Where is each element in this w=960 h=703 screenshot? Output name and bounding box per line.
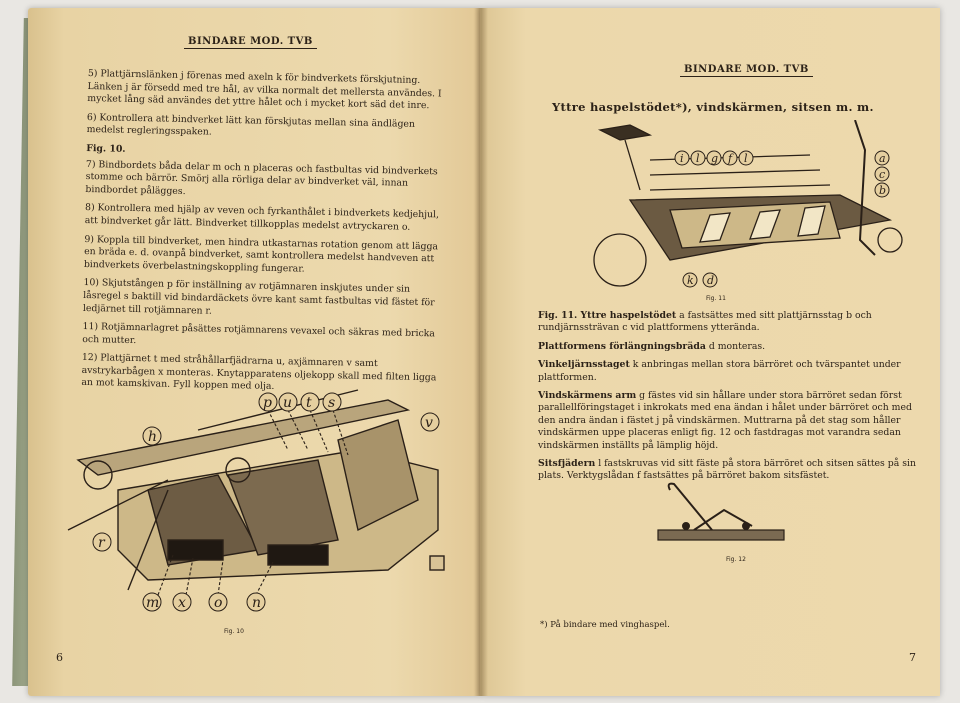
fig-10-reference: Fig. 10.: [86, 142, 126, 155]
label-d: d: [707, 274, 715, 287]
label-t: t: [306, 395, 312, 411]
label-v: v: [425, 415, 433, 431]
label-b: b: [879, 184, 887, 197]
fig-11-platform-illustration: [590, 120, 910, 295]
left-page: [28, 8, 480, 696]
right-page-text: [538, 310, 924, 489]
label-p: p: [263, 395, 272, 411]
paragraph-9: 9) Koppla till bindverket, men hindra utkastarnas rotation genom att lägga en bräda e. d. ovanpå bindverket, samt kontrollera medelst handveven att bindverkets överbelastningskoppling fungerar.: [83, 233, 439, 275]
label-l-1: l: [696, 152, 700, 165]
paragraph-8: 8) Kontrollera med hjälp av veven och fyrkanthålet i bindverkets kedjehjul, att bindverket går lätt. Bindverket tillkopplas medelst avtryckaren o.: [84, 202, 440, 233]
fig-10-caption: Fig. 10: [224, 628, 244, 635]
label-a: a: [879, 152, 886, 165]
label-g: g: [711, 152, 719, 165]
paragraph-haspelstod: Fig. 11. Yttre haspelstödet a fastsättes med sitt plattjärnsstag b och rundjärnssträvan c vid plattformens ytterända.: [538, 310, 872, 334]
label-n: n: [252, 595, 262, 611]
section-title: Yttre haspelstödet*), vindskärmen, sitsen m. m.: [552, 100, 874, 114]
label-x: x: [178, 595, 186, 611]
left-page-header: BINDARE MOD. TVB: [184, 36, 317, 49]
paragraph-12: 12) Plattjärnet t med stråhållarfjädrarna u, axjämnaren v samt avstrykarbågen x monteras. Knytapparatens oljekopp skall med filten ligga an mot kamskivan. Fyll koppen med olja.: [81, 352, 437, 393]
left-page-text: [81, 68, 448, 404]
label-f: f: [728, 152, 733, 165]
open-booklet: [28, 8, 940, 696]
label-i: i: [680, 152, 684, 165]
label-k: k: [687, 274, 694, 287]
right-page-number: 7: [909, 651, 916, 664]
right-page: [480, 8, 940, 696]
label-l-2: l: [744, 152, 748, 165]
label-h: h: [148, 429, 158, 445]
book-gutter: [474, 8, 488, 696]
label-m: m: [146, 595, 160, 611]
paragraph-vinkeljarn: Vinkeljärnsstaget k anbringas mellan stora bärröret och tvärspantet under plattformen.: [538, 359, 901, 383]
label-s: s: [328, 395, 336, 411]
fig-12-caption: Fig. 12: [726, 556, 746, 563]
right-page-header: BINDARE MOD. TVB: [680, 64, 813, 77]
footnote: *) På bindare med vinghaspel.: [540, 620, 670, 630]
paragraph-vindskarm: Vindskärmens arm g fästes vid sin hållare under stora bärröret sedan först parallellföringstaget i inkrokats med ena ändan i hålet under bärröret och med den andra ändan i fästet j på vindskärmen. Muttrarna på det stag som håller vindskärmen uppe placeras enligt fig. 12 och fastdragas mot varandra sedan vindskärmen inställts på lämplig höjd.: [538, 390, 912, 451]
label-c: c: [879, 168, 886, 181]
paragraph-sitsfjader: Sitsfjädern l fastskruvas vid sitt fäste på stora bärröret och sitsen sättes på sin plats. Verktygslådan f fastsättes på bärröret bakom sitsfästet.: [538, 458, 916, 482]
fig-12-stay-illustration: [652, 482, 792, 552]
left-page-number: 6: [56, 651, 63, 664]
paragraph-forlangning: Plattformens förlängningsbräda d monteras.: [538, 340, 766, 352]
paragraph-11: 11) Rotjämnarlagret påsättes rotjämnarens vevaxel och säkras med bricka och mutter.: [82, 321, 436, 346]
label-u: u: [283, 395, 293, 411]
label-r: r: [98, 535, 105, 551]
paragraph-7: 7) Bindbordets båda delar m och n placeras och fastbultas vid bindverkets stomme och bärrör. Smörj alla rörliga delar av bindverket väl, innan bindbordet pålägges.: [85, 158, 438, 197]
paragraph-5: 5) Plattjärnslänken j förenas med axeln k för bindverkets förskjutning. Länken j är försedd med tre hål, av vilka normalt det mellersta användes. I mycket lång säd användes det yttre hålet och i mycket kort säd det inre.: [87, 68, 442, 112]
fig-10-binder-illustration: [58, 380, 458, 620]
paragraph-6: 6) Kontrollera att bindverket lätt kan förskjutas mellan sina ändlägen medelst regleringsspaken.: [86, 111, 416, 138]
paragraph-10: 10) Skjutstången p för inställning av rotjämnaren inskjutes under sin låsregel s baktill vid bindardäckets övre kant samt fastbultas vid fästet för ledjärnet till rotjämnaren r.: [82, 277, 435, 317]
label-o: o: [214, 595, 223, 611]
fig-11-caption: Fig. 11: [706, 295, 726, 302]
